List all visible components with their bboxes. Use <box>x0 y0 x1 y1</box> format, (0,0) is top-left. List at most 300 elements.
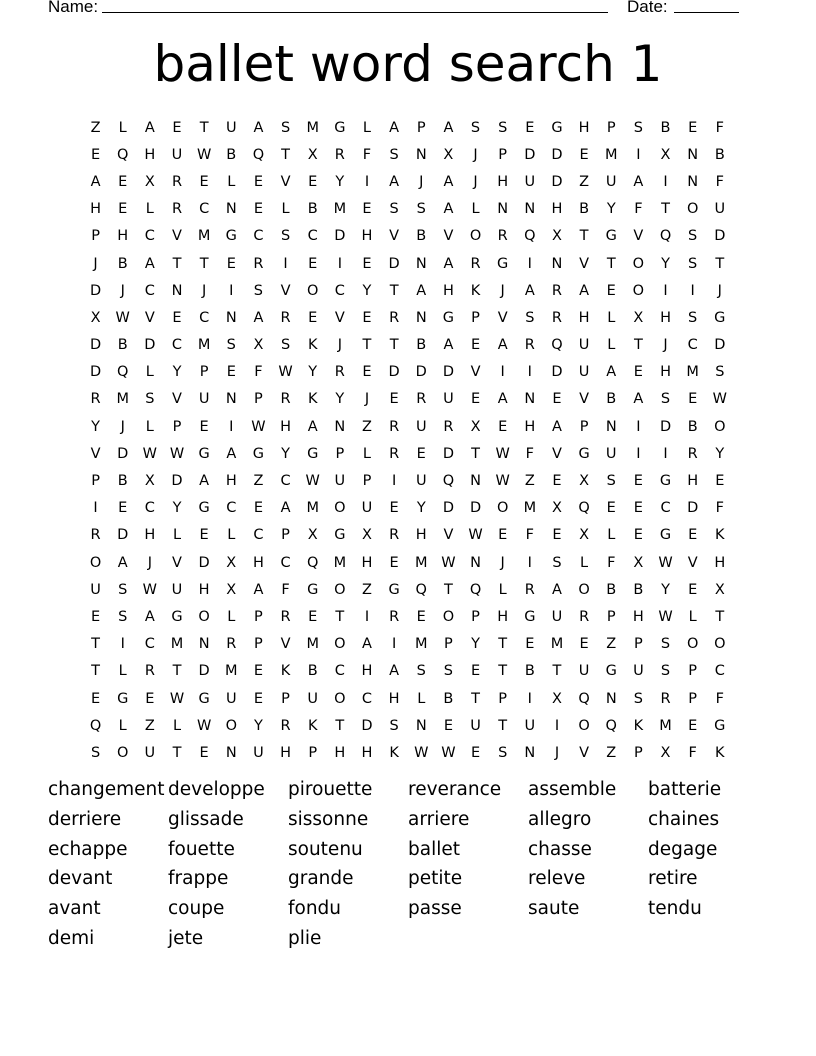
grid-cell[interactable]: P <box>91 228 100 245</box>
grid-cell[interactable]: O <box>442 608 455 625</box>
grid-cell[interactable]: L <box>227 608 236 625</box>
grid-cell[interactable]: P <box>308 744 318 761</box>
grid-cell[interactable]: G <box>524 608 536 625</box>
grid-cell[interactable]: X <box>633 554 644 571</box>
grid-cell[interactable]: Z <box>606 744 617 761</box>
grid-cell[interactable]: G <box>578 445 590 462</box>
grid-cell[interactable]: Z <box>144 717 155 734</box>
grid-cell[interactable]: E <box>606 500 616 517</box>
grid-cell[interactable]: L <box>172 527 182 544</box>
grid-cell[interactable]: B <box>633 581 644 598</box>
grid-cell[interactable]: H <box>225 473 237 490</box>
grid-cell[interactable]: W <box>658 608 673 625</box>
grid-cell[interactable]: N <box>605 418 617 435</box>
grid-cell[interactable]: S <box>416 201 426 218</box>
grid-cell[interactable]: M <box>306 500 319 517</box>
grid-cell[interactable]: R <box>90 391 101 408</box>
grid-cell[interactable]: Z <box>90 119 101 136</box>
grid-cell[interactable]: P <box>471 608 480 625</box>
grid-cell[interactable]: V <box>172 391 182 408</box>
grid-cell[interactable]: A <box>443 119 454 136</box>
grid-cell[interactable]: O <box>334 581 346 598</box>
grid-cell[interactable]: K <box>280 663 291 680</box>
grid-cell[interactable]: C <box>307 228 318 245</box>
grid-cell[interactable]: P <box>688 663 698 680</box>
grid-cell[interactable]: E <box>253 663 263 680</box>
grid-cell[interactable]: O <box>306 282 319 299</box>
grid-cell[interactable]: T <box>335 608 345 625</box>
grid-cell[interactable]: L <box>118 717 127 734</box>
grid-cell[interactable]: B <box>226 146 237 163</box>
grid-cell[interactable]: T <box>172 663 182 680</box>
grid-cell[interactable]: H <box>198 581 210 598</box>
grid-cell[interactable]: A <box>117 554 128 571</box>
grid-cell[interactable]: S <box>470 119 481 136</box>
grid-cell[interactable]: W <box>169 445 185 462</box>
grid-cell[interactable]: X <box>307 146 318 163</box>
grid-cell[interactable]: S <box>443 663 453 680</box>
grid-cell[interactable]: W <box>441 554 456 571</box>
grid-cell[interactable]: E <box>498 418 508 435</box>
grid-cell[interactable]: R <box>280 309 291 326</box>
grid-cell[interactable]: F <box>254 364 263 381</box>
grid-cell[interactable]: E <box>362 255 372 272</box>
grid-cell[interactable]: S <box>498 744 508 761</box>
grid-cell[interactable]: N <box>334 418 346 435</box>
grid-cell[interactable]: D <box>524 146 536 163</box>
grid-cell[interactable]: T <box>715 255 725 272</box>
grid-cell[interactable]: U <box>307 690 318 707</box>
grid-cell[interactable]: Y <box>172 500 182 517</box>
grid-cell[interactable]: H <box>361 663 373 680</box>
grid-cell[interactable]: J <box>201 282 207 299</box>
grid-cell[interactable]: E <box>253 690 263 707</box>
grid-cell[interactable]: M <box>306 636 319 653</box>
grid-cell[interactable]: D <box>551 173 563 190</box>
grid-cell[interactable]: S <box>226 337 236 354</box>
grid-cell[interactable]: F <box>715 500 724 517</box>
grid-cell[interactable]: H <box>117 228 129 245</box>
grid-cell[interactable]: X <box>470 418 481 435</box>
grid-cell[interactable]: D <box>415 364 427 381</box>
grid-cell[interactable]: Q <box>469 581 482 598</box>
grid-cell[interactable]: Q <box>252 146 265 163</box>
grid-cell[interactable]: I <box>527 255 532 272</box>
grid-cell[interactable]: K <box>715 744 725 761</box>
grid-cell[interactable]: E <box>253 500 263 517</box>
grid-cell[interactable]: U <box>470 717 481 734</box>
grid-cell[interactable]: B <box>687 418 698 435</box>
grid-cell[interactable]: A <box>144 255 155 272</box>
grid-cell[interactable]: G <box>659 473 672 490</box>
grid-cell[interactable]: E <box>308 608 318 625</box>
grid-cell[interactable]: G <box>605 228 617 245</box>
grid-cell[interactable]: F <box>525 445 534 462</box>
grid-cell[interactable]: Q <box>605 717 617 734</box>
grid-cell[interactable]: U <box>415 418 427 435</box>
grid-cell[interactable]: O <box>714 636 726 653</box>
grid-cell[interactable]: Q <box>578 690 590 707</box>
grid-cell[interactable]: S <box>280 119 291 136</box>
grid-cell[interactable]: D <box>469 500 482 517</box>
grid-cell[interactable]: L <box>362 119 372 136</box>
grid-cell[interactable]: U <box>578 364 590 381</box>
grid-cell[interactable]: E <box>606 282 616 299</box>
grid-cell[interactable]: C <box>144 500 155 517</box>
grid-cell[interactable]: W <box>468 527 483 544</box>
grid-cell[interactable]: I <box>120 636 125 653</box>
grid-cell[interactable]: E <box>552 473 562 490</box>
grid-cell[interactable]: S <box>389 146 399 163</box>
grid-cell[interactable]: X <box>633 309 644 326</box>
grid-cell[interactable]: Z <box>606 636 617 653</box>
grid-cell[interactable]: E <box>172 119 182 136</box>
grid-cell[interactable]: X <box>551 690 562 707</box>
grid-cell[interactable]: G <box>307 445 319 462</box>
grid-cell[interactable]: C <box>171 337 183 354</box>
grid-cell[interactable]: G <box>117 690 129 707</box>
grid-cell[interactable]: M <box>686 364 699 381</box>
grid-cell[interactable]: U <box>253 744 264 761</box>
grid-cell[interactable]: E <box>226 255 236 272</box>
grid-cell[interactable]: E <box>90 690 101 707</box>
grid-cell[interactable]: K <box>307 337 318 354</box>
grid-cell[interactable]: V <box>90 445 101 462</box>
grid-cell[interactable]: N <box>171 282 183 299</box>
grid-cell[interactable]: N <box>470 473 481 490</box>
grid-cell[interactable]: X <box>443 146 454 163</box>
grid-cell[interactable]: O <box>578 581 590 598</box>
grid-cell[interactable]: A <box>443 337 454 354</box>
grid-cell[interactable]: L <box>172 717 182 734</box>
grid-cell[interactable]: Q <box>442 473 455 490</box>
grid-cell[interactable]: O <box>686 201 699 218</box>
grid-cell[interactable]: R <box>389 445 400 462</box>
grid-cell[interactable]: A <box>606 364 617 381</box>
grid-cell[interactable]: D <box>442 500 454 517</box>
grid-cell[interactable]: S <box>715 364 725 381</box>
grid-cell[interactable]: G <box>198 445 210 462</box>
grid-cell[interactable]: C <box>144 636 155 653</box>
grid-cell[interactable]: D <box>551 364 563 381</box>
grid-cell[interactable]: O <box>334 636 346 653</box>
grid-cell[interactable]: S <box>633 690 643 707</box>
grid-cell[interactable]: A <box>144 608 155 625</box>
grid-cell[interactable]: J <box>93 255 98 272</box>
grid-cell[interactable]: D <box>334 228 346 245</box>
grid-cell[interactable]: X <box>226 554 237 571</box>
grid-cell[interactable]: V <box>470 364 481 381</box>
grid-cell[interactable]: W <box>712 391 727 408</box>
grid-cell[interactable]: T <box>281 146 290 163</box>
grid-cell[interactable]: D <box>714 337 726 354</box>
grid-cell[interactable]: C <box>334 282 345 299</box>
grid-cell[interactable]: H <box>334 744 346 761</box>
grid-cell[interactable]: D <box>117 445 129 462</box>
grid-cell[interactable]: N <box>524 744 536 761</box>
grid-cell[interactable]: Z <box>362 581 372 598</box>
grid-cell[interactable]: W <box>251 418 266 435</box>
grid-cell[interactable]: S <box>660 391 671 408</box>
grid-cell[interactable]: E <box>688 717 698 734</box>
grid-cell[interactable]: F <box>688 744 697 761</box>
grid-cell[interactable]: E <box>688 527 698 544</box>
grid-cell[interactable]: U <box>171 146 183 163</box>
grid-cell[interactable]: R <box>687 445 698 462</box>
grid-cell[interactable]: O <box>714 418 726 435</box>
grid-cell[interactable]: V <box>389 228 400 245</box>
grid-cell[interactable]: R <box>226 636 237 653</box>
grid-cell[interactable]: P <box>498 146 508 163</box>
grid-cell[interactable]: A <box>497 337 508 354</box>
grid-cell[interactable]: W <box>441 744 456 761</box>
grid-cell[interactable]: I <box>283 255 288 272</box>
grid-cell[interactable]: K <box>307 391 318 408</box>
grid-cell[interactable]: J <box>500 554 505 571</box>
grid-cell[interactable]: Y <box>335 391 345 408</box>
grid-cell[interactable]: X <box>551 228 562 245</box>
grid-cell[interactable]: R <box>579 608 590 625</box>
grid-cell[interactable]: M <box>197 337 211 354</box>
grid-cell[interactable]: E <box>416 608 426 625</box>
grid-cell[interactable]: G <box>551 119 563 136</box>
grid-cell[interactable]: A <box>253 309 264 326</box>
grid-cell[interactable]: E <box>172 309 182 326</box>
grid-cell[interactable]: C <box>361 690 373 707</box>
grid-cell[interactable]: P <box>444 636 453 653</box>
grid-cell[interactable]: N <box>687 146 699 163</box>
grid-cell[interactable]: W <box>142 445 158 462</box>
grid-cell[interactable]: U <box>415 473 427 490</box>
grid-cell[interactable]: P <box>254 391 263 408</box>
grid-cell[interactable]: I <box>527 690 532 707</box>
grid-cell[interactable]: P <box>254 636 263 653</box>
grid-cell[interactable]: B <box>117 255 128 272</box>
grid-cell[interactable]: H <box>660 364 671 381</box>
grid-cell[interactable]: E <box>253 173 263 190</box>
grid-cell[interactable]: F <box>281 581 290 598</box>
grid-cell[interactable]: J <box>717 282 722 299</box>
grid-cell[interactable]: J <box>500 282 505 299</box>
grid-cell[interactable]: A <box>389 173 400 190</box>
grid-cell[interactable]: G <box>605 663 617 680</box>
grid-cell[interactable]: L <box>145 201 154 218</box>
grid-cell[interactable]: E <box>389 554 399 571</box>
grid-cell[interactable]: M <box>604 146 618 163</box>
grid-cell[interactable]: A <box>633 391 644 408</box>
grid-cell[interactable]: Q <box>117 364 129 381</box>
grid-cell[interactable]: C <box>687 337 698 354</box>
grid-cell[interactable]: L <box>281 201 290 218</box>
grid-cell[interactable]: B <box>606 581 617 598</box>
grid-cell[interactable]: B <box>579 201 590 218</box>
grid-cell[interactable]: E <box>389 500 399 517</box>
grid-cell[interactable]: S <box>660 636 671 653</box>
grid-cell[interactable]: B <box>524 663 535 680</box>
grid-cell[interactable]: E <box>498 527 508 544</box>
grid-cell[interactable]: J <box>120 282 125 299</box>
grid-cell[interactable]: O <box>496 500 509 517</box>
grid-cell[interactable]: F <box>634 201 643 218</box>
grid-cell[interactable]: U <box>225 690 237 707</box>
grid-cell[interactable]: H <box>361 744 373 761</box>
grid-cell[interactable]: H <box>497 608 509 625</box>
grid-cell[interactable]: W <box>305 473 320 490</box>
grid-cell[interactable]: Y <box>253 717 263 734</box>
grid-cell[interactable]: C <box>226 500 237 517</box>
grid-cell[interactable]: H <box>687 473 699 490</box>
grid-cell[interactable]: M <box>170 636 184 653</box>
grid-cell[interactable]: P <box>254 608 263 625</box>
grid-cell[interactable]: A <box>226 445 237 462</box>
grid-cell[interactable]: V <box>443 527 454 544</box>
grid-cell[interactable]: I <box>364 173 370 190</box>
grid-cell[interactable]: B <box>443 690 454 707</box>
grid-cell[interactable]: T <box>389 282 399 299</box>
grid-cell[interactable]: S <box>145 391 155 408</box>
grid-cell[interactable]: A <box>253 581 264 598</box>
grid-cell[interactable]: H <box>714 554 726 571</box>
grid-cell[interactable]: N <box>225 391 237 408</box>
grid-cell[interactable]: T <box>661 201 670 218</box>
grid-cell[interactable]: E <box>470 744 481 761</box>
grid-cell[interactable]: H <box>632 608 644 625</box>
grid-cell[interactable]: G <box>714 309 726 326</box>
grid-cell[interactable]: U <box>578 663 590 680</box>
grid-cell[interactable]: E <box>90 608 101 625</box>
grid-cell[interactable]: V <box>497 309 508 326</box>
grid-cell[interactable]: I <box>636 418 641 435</box>
grid-cell[interactable]: P <box>498 690 508 707</box>
grid-cell[interactable]: E <box>525 119 535 136</box>
grid-cell[interactable]: L <box>580 554 589 571</box>
grid-cell[interactable]: S <box>118 608 128 625</box>
grid-cell[interactable]: V <box>579 255 590 272</box>
grid-cell[interactable]: E <box>199 418 209 435</box>
grid-cell[interactable]: R <box>171 201 183 218</box>
grid-cell[interactable]: E <box>362 201 372 218</box>
grid-cell[interactable]: Y <box>471 636 480 653</box>
grid-cell[interactable]: O <box>578 717 590 734</box>
grid-cell[interactable]: H <box>578 309 590 326</box>
grid-cell[interactable]: O <box>334 690 346 707</box>
grid-cell[interactable]: H <box>524 418 536 435</box>
grid-cell[interactable]: I <box>391 473 397 490</box>
grid-cell[interactable]: F <box>362 146 372 163</box>
grid-cell[interactable]: G <box>388 581 400 598</box>
grid-cell[interactable]: R <box>416 391 427 408</box>
grid-cell[interactable]: T <box>389 337 399 354</box>
grid-cell[interactable]: B <box>606 391 617 408</box>
grid-cell[interactable]: S <box>633 119 643 136</box>
grid-cell[interactable]: O <box>469 228 482 245</box>
grid-cell[interactable]: H <box>497 173 509 190</box>
grid-cell[interactable]: E <box>362 309 372 326</box>
grid-cell[interactable]: A <box>253 119 264 136</box>
grid-cell[interactable]: P <box>362 473 372 490</box>
grid-cell[interactable]: X <box>253 337 264 354</box>
grid-cell[interactable]: T <box>91 636 100 653</box>
grid-cell[interactable]: G <box>307 581 319 598</box>
grid-cell[interactable]: U <box>578 337 590 354</box>
grid-cell[interactable]: I <box>229 282 234 299</box>
grid-cell[interactable]: Y <box>335 173 345 190</box>
grid-cell[interactable]: C <box>253 527 264 544</box>
grid-cell[interactable]: Y <box>281 445 290 462</box>
grid-cell[interactable]: L <box>417 690 426 707</box>
grid-cell[interactable]: Q <box>89 717 102 734</box>
grid-cell[interactable]: A <box>144 119 155 136</box>
grid-cell[interactable]: Q <box>415 581 427 598</box>
grid-cell[interactable]: L <box>471 201 480 218</box>
grid-cell[interactable]: I <box>337 255 342 272</box>
grid-cell[interactable]: B <box>660 119 671 136</box>
grid-cell[interactable]: T <box>606 255 616 272</box>
grid-cell[interactable]: P <box>281 690 290 707</box>
grid-cell[interactable]: J <box>364 391 370 408</box>
grid-cell[interactable]: F <box>525 527 534 544</box>
grid-cell[interactable]: C <box>144 282 155 299</box>
grid-cell[interactable]: J <box>663 337 668 354</box>
grid-cell[interactable]: H <box>442 282 454 299</box>
grid-cell[interactable]: O <box>89 554 102 571</box>
grid-cell[interactable]: T <box>498 636 508 653</box>
grid-cell[interactable]: T <box>172 255 182 272</box>
grid-cell[interactable]: Q <box>524 228 536 245</box>
grid-cell[interactable]: E <box>199 173 209 190</box>
grid-cell[interactable]: U <box>443 391 454 408</box>
grid-cell[interactable]: V <box>334 309 345 326</box>
grid-cell[interactable]: A <box>497 391 508 408</box>
grid-cell[interactable]: Y <box>416 500 426 517</box>
grid-cell[interactable]: I <box>663 173 668 190</box>
grid-cell[interactable]: Q <box>117 146 129 163</box>
grid-cell[interactable]: A <box>416 282 427 299</box>
grid-cell[interactable]: Y <box>661 581 670 598</box>
grid-cell[interactable]: J <box>473 173 478 190</box>
grid-cell[interactable]: H <box>361 228 373 245</box>
grid-cell[interactable]: I <box>690 282 695 299</box>
grid-cell[interactable]: S <box>688 309 698 326</box>
grid-cell[interactable]: V <box>552 445 562 462</box>
grid-cell[interactable]: Z <box>362 418 372 435</box>
grid-cell[interactable]: L <box>607 527 616 544</box>
grid-cell[interactable]: P <box>172 418 182 435</box>
grid-cell[interactable]: L <box>118 119 127 136</box>
grid-cell[interactable]: U <box>144 744 156 761</box>
grid-cell[interactable]: A <box>633 173 644 190</box>
grid-cell[interactable]: M <box>523 500 537 517</box>
grid-cell[interactable]: L <box>362 445 372 462</box>
grid-cell[interactable]: W <box>278 364 293 381</box>
grid-cell[interactable]: C <box>253 228 264 245</box>
grid-cell[interactable]: O <box>632 282 645 299</box>
grid-cell[interactable]: C <box>334 663 345 680</box>
grid-cell[interactable]: C <box>280 473 291 490</box>
grid-cell[interactable]: A <box>389 663 400 680</box>
grid-cell[interactable]: N <box>415 255 427 272</box>
grid-cell[interactable]: L <box>498 581 507 598</box>
grid-cell[interactable]: M <box>415 554 428 571</box>
grid-cell[interactable]: E <box>199 744 209 761</box>
grid-cell[interactable]: D <box>117 527 129 544</box>
grid-cell[interactable]: N <box>605 690 617 707</box>
grid-cell[interactable]: X <box>307 527 318 544</box>
grid-cell[interactable]: W <box>196 717 212 734</box>
grid-cell[interactable]: T <box>552 663 562 680</box>
grid-cell[interactable]: X <box>226 581 237 598</box>
grid-cell[interactable]: D <box>171 473 183 490</box>
